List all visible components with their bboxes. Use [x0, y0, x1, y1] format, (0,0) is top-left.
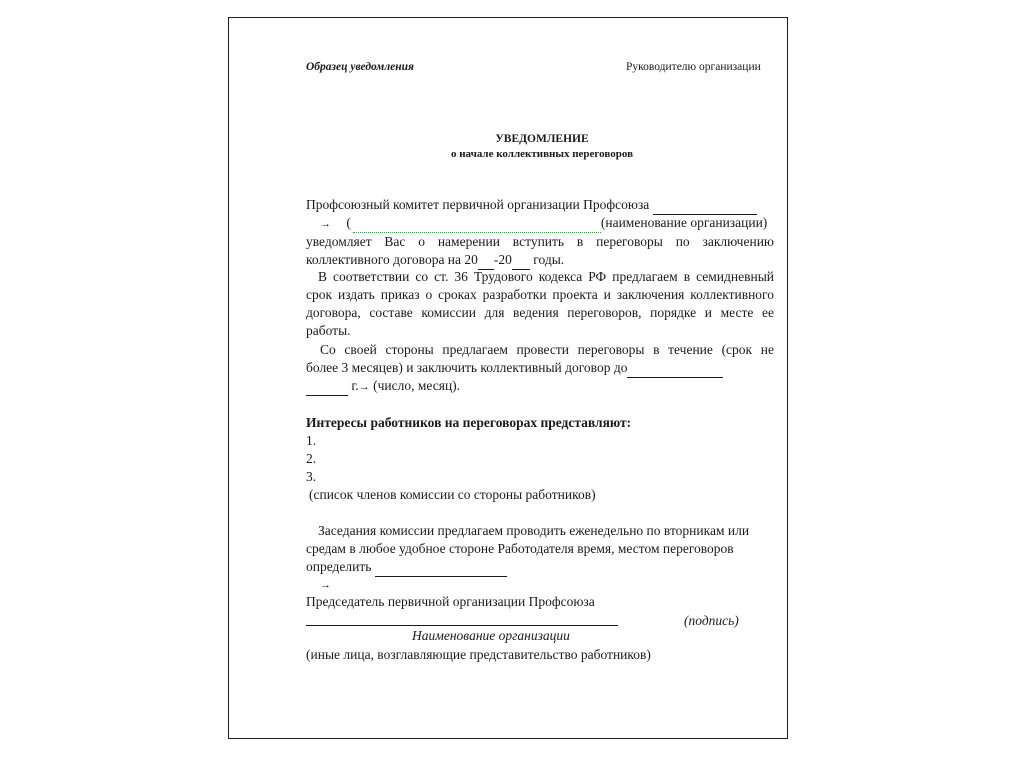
other-representatives-note: (иные лица, возглавляющие представительство работников)	[306, 647, 651, 662]
list-note: (список членов комиссии со стороны работников)	[309, 487, 596, 502]
tab-arrow-icon: →	[320, 579, 331, 591]
signature-line	[306, 625, 618, 626]
organization-name-hint: (наименование организации)	[600, 215, 768, 230]
para3-line-3	[306, 377, 460, 396]
open-paren: (	[346, 215, 351, 230]
union-name-blank	[653, 196, 757, 215]
para2-line-3: договора, составе комиссии для ведения переговоров, порядке и месте ее	[306, 305, 774, 320]
document-subtitle: о начале коллективных переговоров	[450, 148, 634, 160]
para4-line-2: средам в любое удобное стороне Работодателя время, местом переговоров	[306, 541, 734, 556]
list-item: 1.	[306, 433, 317, 448]
tab-arrow-icon: →	[358, 381, 370, 393]
organization-name-blank	[353, 214, 601, 233]
body-line-1	[306, 196, 757, 215]
para2-line-2: срок издать приказ о сроках разработки проекта и заключения коллективного	[306, 287, 774, 302]
agreement-years-text-a: коллективного договора на 20	[306, 252, 478, 267]
conclude-agreement-text: более 3 месяцев) и заключить коллективный договор до	[306, 360, 628, 375]
determine-text: определить	[306, 559, 372, 574]
date-hint: (число, месяц).	[373, 378, 461, 393]
tab-arrow-line	[320, 575, 331, 594]
para4-line-3	[306, 558, 507, 577]
deadline-blank	[627, 359, 723, 378]
representatives-heading: Интересы работников на переговорах представляют:	[306, 415, 632, 430]
agreement-years-text-b: -20	[493, 252, 512, 267]
para2-line-1: В соответствии со ст. 36 Трудового кодекса РФ предлагаем в семидневный	[318, 269, 774, 284]
year-suffix: г.	[351, 378, 359, 393]
body-line-3: уведомляет Вас о намерении вступить в переговоры по заключению	[306, 234, 774, 249]
organization-name-caption: Наименование организации	[412, 628, 570, 643]
sample-label: Образец уведомления	[306, 61, 414, 73]
recipient-label: Руководителю организации	[626, 61, 761, 73]
agreement-years-text-c: годы.	[533, 252, 565, 267]
chairman-label: Председатель первичной организации Профсоюза	[306, 594, 595, 609]
year-blank	[306, 377, 348, 396]
meeting-place-blank	[375, 558, 507, 577]
body-line-2	[320, 214, 767, 233]
list-item: 2.	[306, 451, 317, 466]
document-title: УВЕДОМЛЕНИЕ	[495, 133, 589, 145]
union-committee-text: Профсоюзный комитет первичной организации Профсоюза	[306, 197, 650, 212]
tab-arrow-icon: →	[320, 218, 331, 230]
signature-hint: (подпись)	[684, 613, 739, 628]
para3-line-2	[306, 359, 723, 378]
list-item: 3.	[306, 469, 317, 484]
para4-line-1: Заседания комиссии предлагаем проводить еженедельно по вторникам или	[318, 523, 750, 538]
para3-line-1: Со своей стороны предлагаем провести переговоры в течение (срок не	[320, 342, 774, 357]
para2-line-4: работы.	[306, 323, 351, 338]
